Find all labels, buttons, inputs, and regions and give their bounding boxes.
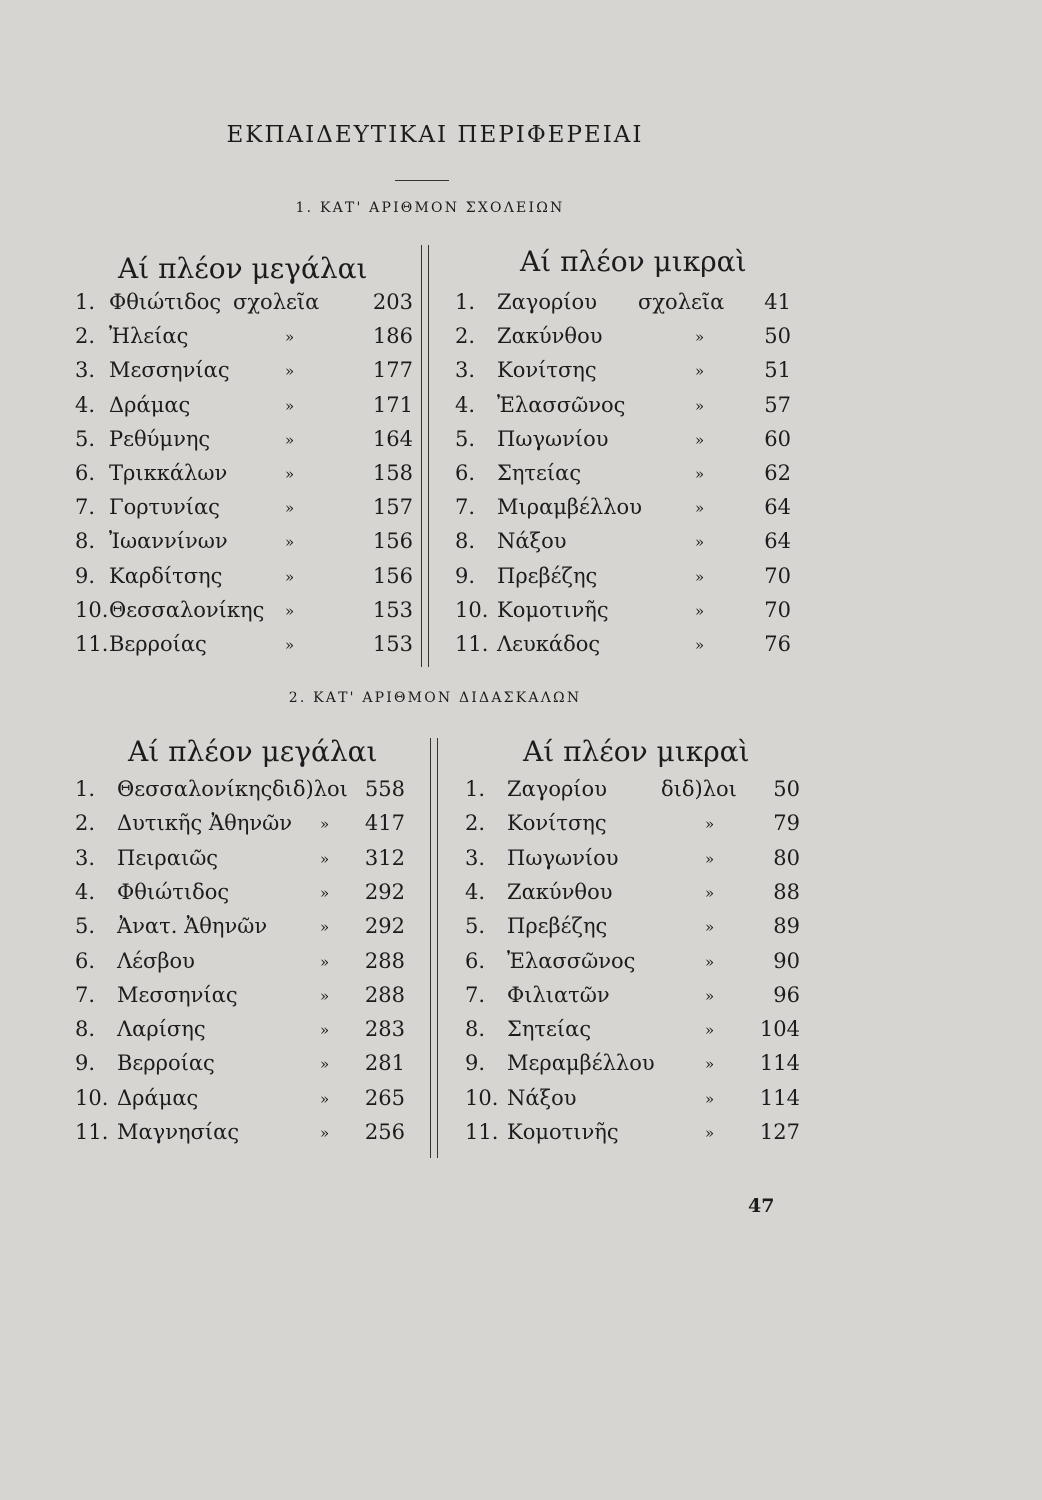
- row-name: Ἐλασσῶνος: [507, 948, 636, 973]
- section-2-right-heading: Αί πλέον μικραὶ: [523, 735, 750, 768]
- row-name: Ἐλασσῶνος: [497, 392, 626, 417]
- table-row: [75, 1086, 415, 1112]
- section-1-divider: [421, 245, 429, 667]
- row-value: 558: [364, 777, 405, 801]
- row-value: 80: [773, 845, 800, 870]
- table-row: [465, 949, 800, 975]
- row-value: 153: [372, 597, 413, 622]
- ditto-mark: »: [695, 362, 705, 381]
- ditto-mark: »: [705, 1055, 715, 1074]
- row-number: 11.: [75, 1120, 109, 1144]
- row-number: 4.: [75, 879, 96, 904]
- table-row: [465, 1086, 800, 1112]
- row-number: 11.: [465, 1120, 499, 1144]
- table-row: [75, 777, 415, 803]
- row-name: Μαγνησίας: [117, 1120, 240, 1144]
- row-name: Δράμας: [109, 392, 191, 417]
- row-name: Κομοτινῆς: [497, 597, 609, 622]
- row-number: 5.: [455, 426, 476, 451]
- table-row: [455, 461, 800, 487]
- row-value: 70: [764, 563, 791, 588]
- ditto-mark: »: [320, 1055, 330, 1074]
- row-number: 7.: [75, 982, 96, 1007]
- row-value: 292: [364, 914, 405, 939]
- row-value: 292: [364, 879, 405, 904]
- ditto-mark: »: [320, 883, 330, 902]
- table-row: [465, 846, 800, 872]
- row-unit: διδ)λοι: [661, 777, 737, 801]
- ditto-mark: »: [320, 1021, 330, 1040]
- row-number: 2.: [75, 811, 96, 836]
- row-number: 8.: [455, 529, 476, 554]
- ditto-mark: »: [285, 465, 295, 483]
- row-number: 1.: [75, 290, 96, 314]
- table-row: [75, 880, 415, 906]
- page-title: ΕΚΠΑΙΔΕΥΤΙΚΑΙ ΠΕΡΙΦΕΡΕΙΑΙ: [226, 122, 644, 148]
- row-value: 156: [372, 563, 413, 588]
- row-value: 158: [372, 461, 413, 485]
- row-name: Νάξου: [497, 529, 567, 554]
- table-row: [75, 529, 415, 555]
- row-value: 96: [773, 982, 800, 1007]
- table-row: [455, 427, 800, 453]
- table-row: [455, 324, 800, 350]
- row-number: 9.: [455, 563, 476, 588]
- table-row: [455, 495, 800, 521]
- table-row: [75, 461, 415, 487]
- row-name: Πωγωνίου: [497, 426, 609, 451]
- row-name: Ζαγορίου: [497, 290, 597, 314]
- row-number: 7.: [75, 495, 96, 520]
- row-number: 5.: [75, 914, 96, 939]
- row-name: Καρδίτσης: [109, 563, 223, 588]
- section-2-divider: [430, 738, 438, 1158]
- ditto-mark: »: [695, 533, 705, 552]
- table-row: [75, 1017, 415, 1043]
- table-row: [75, 1120, 415, 1146]
- ditto-mark: »: [320, 1089, 330, 1108]
- row-name: Τρικκάλων: [109, 461, 228, 485]
- row-value: 50: [773, 777, 800, 801]
- ditto-mark: »: [285, 567, 295, 586]
- row-name: Πρεβέζης: [507, 914, 608, 939]
- ditto-mark: »: [320, 849, 330, 868]
- table-row: [75, 846, 415, 872]
- ditto-mark: »: [695, 499, 705, 518]
- table-row: [75, 495, 415, 521]
- row-value: 62: [764, 461, 791, 485]
- row-number: 9.: [75, 563, 96, 588]
- row-name: Πρεβέζης: [497, 563, 598, 588]
- table-row: [465, 811, 800, 837]
- row-number: 3.: [75, 358, 96, 383]
- table-row: [75, 632, 415, 658]
- row-value: 114: [759, 1051, 800, 1076]
- row-value: 76: [764, 632, 791, 656]
- row-name: Κομοτινῆς: [507, 1120, 619, 1144]
- row-value: 265: [364, 1085, 405, 1110]
- table-row: [455, 290, 800, 316]
- row-name: Ζακύνθου: [507, 879, 613, 904]
- ditto-mark: »: [285, 328, 295, 347]
- ditto-mark: »: [695, 396, 705, 415]
- table-row: [75, 324, 415, 350]
- ditto-mark: »: [705, 815, 715, 834]
- row-value: 288: [364, 982, 405, 1007]
- row-value: 104: [759, 1017, 800, 1042]
- row-value: 114: [759, 1085, 800, 1110]
- table-row: [465, 1051, 800, 1077]
- row-name: Μεραμβέλλου: [507, 1051, 655, 1076]
- row-name: Φθιώτιδος: [109, 290, 222, 314]
- row-name: Κονίτσης: [497, 358, 597, 383]
- row-value: 203: [372, 290, 413, 314]
- table-row: [75, 949, 415, 975]
- row-number: 7.: [465, 982, 486, 1007]
- row-number: 1.: [465, 777, 486, 801]
- row-name: Λαρίσης: [117, 1017, 206, 1042]
- row-name: Θεσσαλονίκης: [117, 777, 273, 801]
- row-number: 6.: [75, 948, 96, 973]
- table-row: [465, 914, 800, 940]
- row-name: Κονίτσης: [507, 811, 607, 836]
- row-value: 88: [773, 879, 800, 904]
- table-row: [465, 983, 800, 1009]
- row-number: 6.: [75, 461, 96, 485]
- row-number: 2.: [75, 324, 96, 349]
- row-name: Ἰωαννίνων: [109, 529, 228, 554]
- row-number: 4.: [465, 879, 486, 904]
- ditto-mark: »: [320, 815, 330, 834]
- row-number: 11.: [75, 632, 109, 656]
- row-name: Δυτικῆς Ἀθηνῶν: [117, 811, 292, 836]
- row-number: 10.: [75, 597, 109, 622]
- row-value: 50: [764, 324, 791, 349]
- row-number: 4.: [75, 392, 96, 417]
- row-name: Ἠλείας: [109, 324, 189, 349]
- ditto-mark: »: [320, 952, 330, 971]
- row-value: 164: [372, 426, 413, 451]
- ditto-mark: »: [695, 567, 705, 586]
- row-name: Μεσσηνίας: [109, 358, 230, 383]
- row-number: 8.: [75, 1017, 96, 1042]
- row-unit: διδ)λοι: [272, 777, 348, 801]
- row-name: Ρεθύμνης: [109, 426, 211, 451]
- row-value: 41: [764, 290, 791, 314]
- row-number: 10.: [465, 1085, 499, 1110]
- row-number: 5.: [75, 426, 96, 451]
- row-value: 64: [764, 529, 791, 554]
- row-number: 11.: [455, 632, 489, 656]
- row-name: Δράμας: [117, 1085, 199, 1110]
- row-value: 417: [364, 811, 405, 836]
- row-number: 7.: [455, 495, 476, 520]
- row-number: 8.: [465, 1017, 486, 1042]
- ditto-mark: »: [320, 918, 330, 937]
- row-number: 9.: [75, 1051, 96, 1076]
- row-name: Φθιώτιδος: [117, 879, 230, 904]
- row-value: 283: [364, 1017, 405, 1042]
- row-value: 177: [372, 358, 413, 383]
- ditto-mark: »: [705, 849, 715, 868]
- ditto-mark: »: [285, 396, 295, 415]
- row-number: 10.: [75, 1085, 109, 1110]
- ditto-mark: »: [285, 499, 295, 518]
- row-value: 51: [764, 358, 791, 383]
- table-row: [75, 1051, 415, 1077]
- page-number: 47: [748, 1195, 775, 1217]
- row-name: Λέσβου: [117, 948, 195, 973]
- row-value: 89: [773, 914, 800, 939]
- table-row: [75, 983, 415, 1009]
- row-name: Βερροίας: [109, 632, 207, 656]
- row-number: 3.: [455, 358, 476, 383]
- section-1-right-heading: Αί πλέον μικραὶ: [520, 245, 747, 278]
- table-row: [455, 564, 800, 590]
- ditto-mark: »: [705, 918, 715, 937]
- table-row: [465, 880, 800, 906]
- ditto-mark: »: [320, 986, 330, 1005]
- row-name: Ζακύνθου: [497, 324, 603, 349]
- ditto-mark: »: [705, 1021, 715, 1040]
- ditto-mark: »: [705, 986, 715, 1005]
- row-number: 4.: [455, 392, 476, 417]
- row-number: 6.: [465, 948, 486, 973]
- table-row: [75, 564, 415, 590]
- section-2-heading: 2. ΚΑΤ' ΑΡΙΘΜΟΝ ΔΙΔΑΣΚΑΛΩΝ: [288, 690, 582, 706]
- row-number: 5.: [465, 914, 486, 939]
- row-number: 9.: [465, 1051, 486, 1076]
- row-name: Σητείας: [507, 1017, 592, 1042]
- table-row: [75, 393, 415, 419]
- section-1-left-heading: Αί πλέον μεγάλαι: [118, 252, 368, 285]
- row-value: 153: [372, 632, 413, 656]
- table-row: [75, 811, 415, 837]
- table-row: [455, 358, 800, 384]
- table-row: [75, 427, 415, 453]
- row-value: 157: [372, 495, 413, 520]
- row-number: 3.: [465, 845, 486, 870]
- table-row: [75, 358, 415, 384]
- ditto-mark: »: [285, 601, 295, 620]
- row-name: Λευκάδος: [497, 632, 601, 656]
- row-name: Σητείας: [497, 461, 582, 485]
- row-name: Γορτυνίας: [109, 495, 220, 520]
- row-name: Βερροίας: [117, 1051, 215, 1076]
- ditto-mark: »: [285, 362, 295, 381]
- row-number: 6.: [455, 461, 476, 485]
- row-name: Ζαγορίου: [507, 777, 607, 801]
- table-row: [465, 1120, 800, 1146]
- ditto-mark: »: [695, 465, 705, 483]
- ditto-mark: »: [285, 636, 295, 654]
- table-row: [465, 1017, 800, 1043]
- row-number: 3.: [75, 845, 96, 870]
- row-number: 1.: [455, 290, 476, 314]
- row-name: Πωγωνίου: [507, 845, 619, 870]
- row-number: 2.: [455, 324, 476, 349]
- row-value: 288: [364, 948, 405, 973]
- table-row: [465, 777, 800, 803]
- row-value: 90: [773, 948, 800, 973]
- table-row: [75, 914, 415, 940]
- ditto-mark: »: [705, 952, 715, 971]
- table-row: [455, 529, 800, 555]
- table-row: [75, 598, 415, 624]
- row-value: 64: [764, 495, 791, 520]
- ditto-mark: »: [695, 636, 705, 654]
- row-number: 2.: [465, 811, 486, 836]
- table-row: [75, 290, 415, 316]
- row-unit: σχολεῖα: [233, 290, 320, 314]
- row-unit: σχολεῖα: [638, 290, 725, 314]
- row-value: 127: [759, 1120, 800, 1144]
- row-value: 312: [364, 845, 405, 870]
- row-value: 79: [773, 811, 800, 836]
- ditto-mark: »: [695, 430, 705, 449]
- ditto-mark: »: [285, 430, 295, 449]
- row-value: 171: [372, 392, 413, 417]
- row-value: 186: [372, 324, 413, 349]
- ditto-mark: »: [320, 1124, 330, 1142]
- row-number: 10.: [455, 597, 489, 622]
- ditto-mark: »: [695, 328, 705, 347]
- row-name: Φιλιατῶν: [507, 982, 610, 1007]
- table-row: [455, 598, 800, 624]
- section-2-left-heading: Αί πλέον μεγάλαι: [128, 735, 378, 768]
- row-value: 70: [764, 597, 791, 622]
- row-value: 156: [372, 529, 413, 554]
- row-number: 8.: [75, 529, 96, 554]
- row-value: 281: [364, 1051, 405, 1076]
- row-value: 60: [764, 426, 791, 451]
- ditto-mark: »: [285, 533, 295, 552]
- section-1-heading: 1. ΚΑΤ' ΑΡΙΘΜΟΝ ΣΧΟΛΕΙΩΝ: [295, 200, 565, 216]
- row-name: Μεσσηνίας: [117, 982, 238, 1007]
- title-rule: [395, 180, 449, 181]
- table-row: [455, 632, 800, 658]
- row-name: Μιραμβέλλου: [497, 495, 642, 520]
- row-name: Ἀνατ. Ἀθηνῶν: [117, 914, 268, 939]
- row-name: Πειραιῶς: [117, 845, 219, 870]
- ditto-mark: »: [705, 1124, 715, 1142]
- row-number: 1.: [75, 777, 96, 801]
- row-name: Θεσσαλονίκης: [109, 597, 265, 622]
- table-row: [455, 393, 800, 419]
- ditto-mark: »: [695, 601, 705, 620]
- row-name: Νάξου: [507, 1085, 577, 1110]
- ditto-mark: »: [705, 1089, 715, 1108]
- ditto-mark: »: [705, 883, 715, 902]
- row-value: 256: [364, 1120, 405, 1144]
- row-value: 57: [764, 392, 791, 417]
